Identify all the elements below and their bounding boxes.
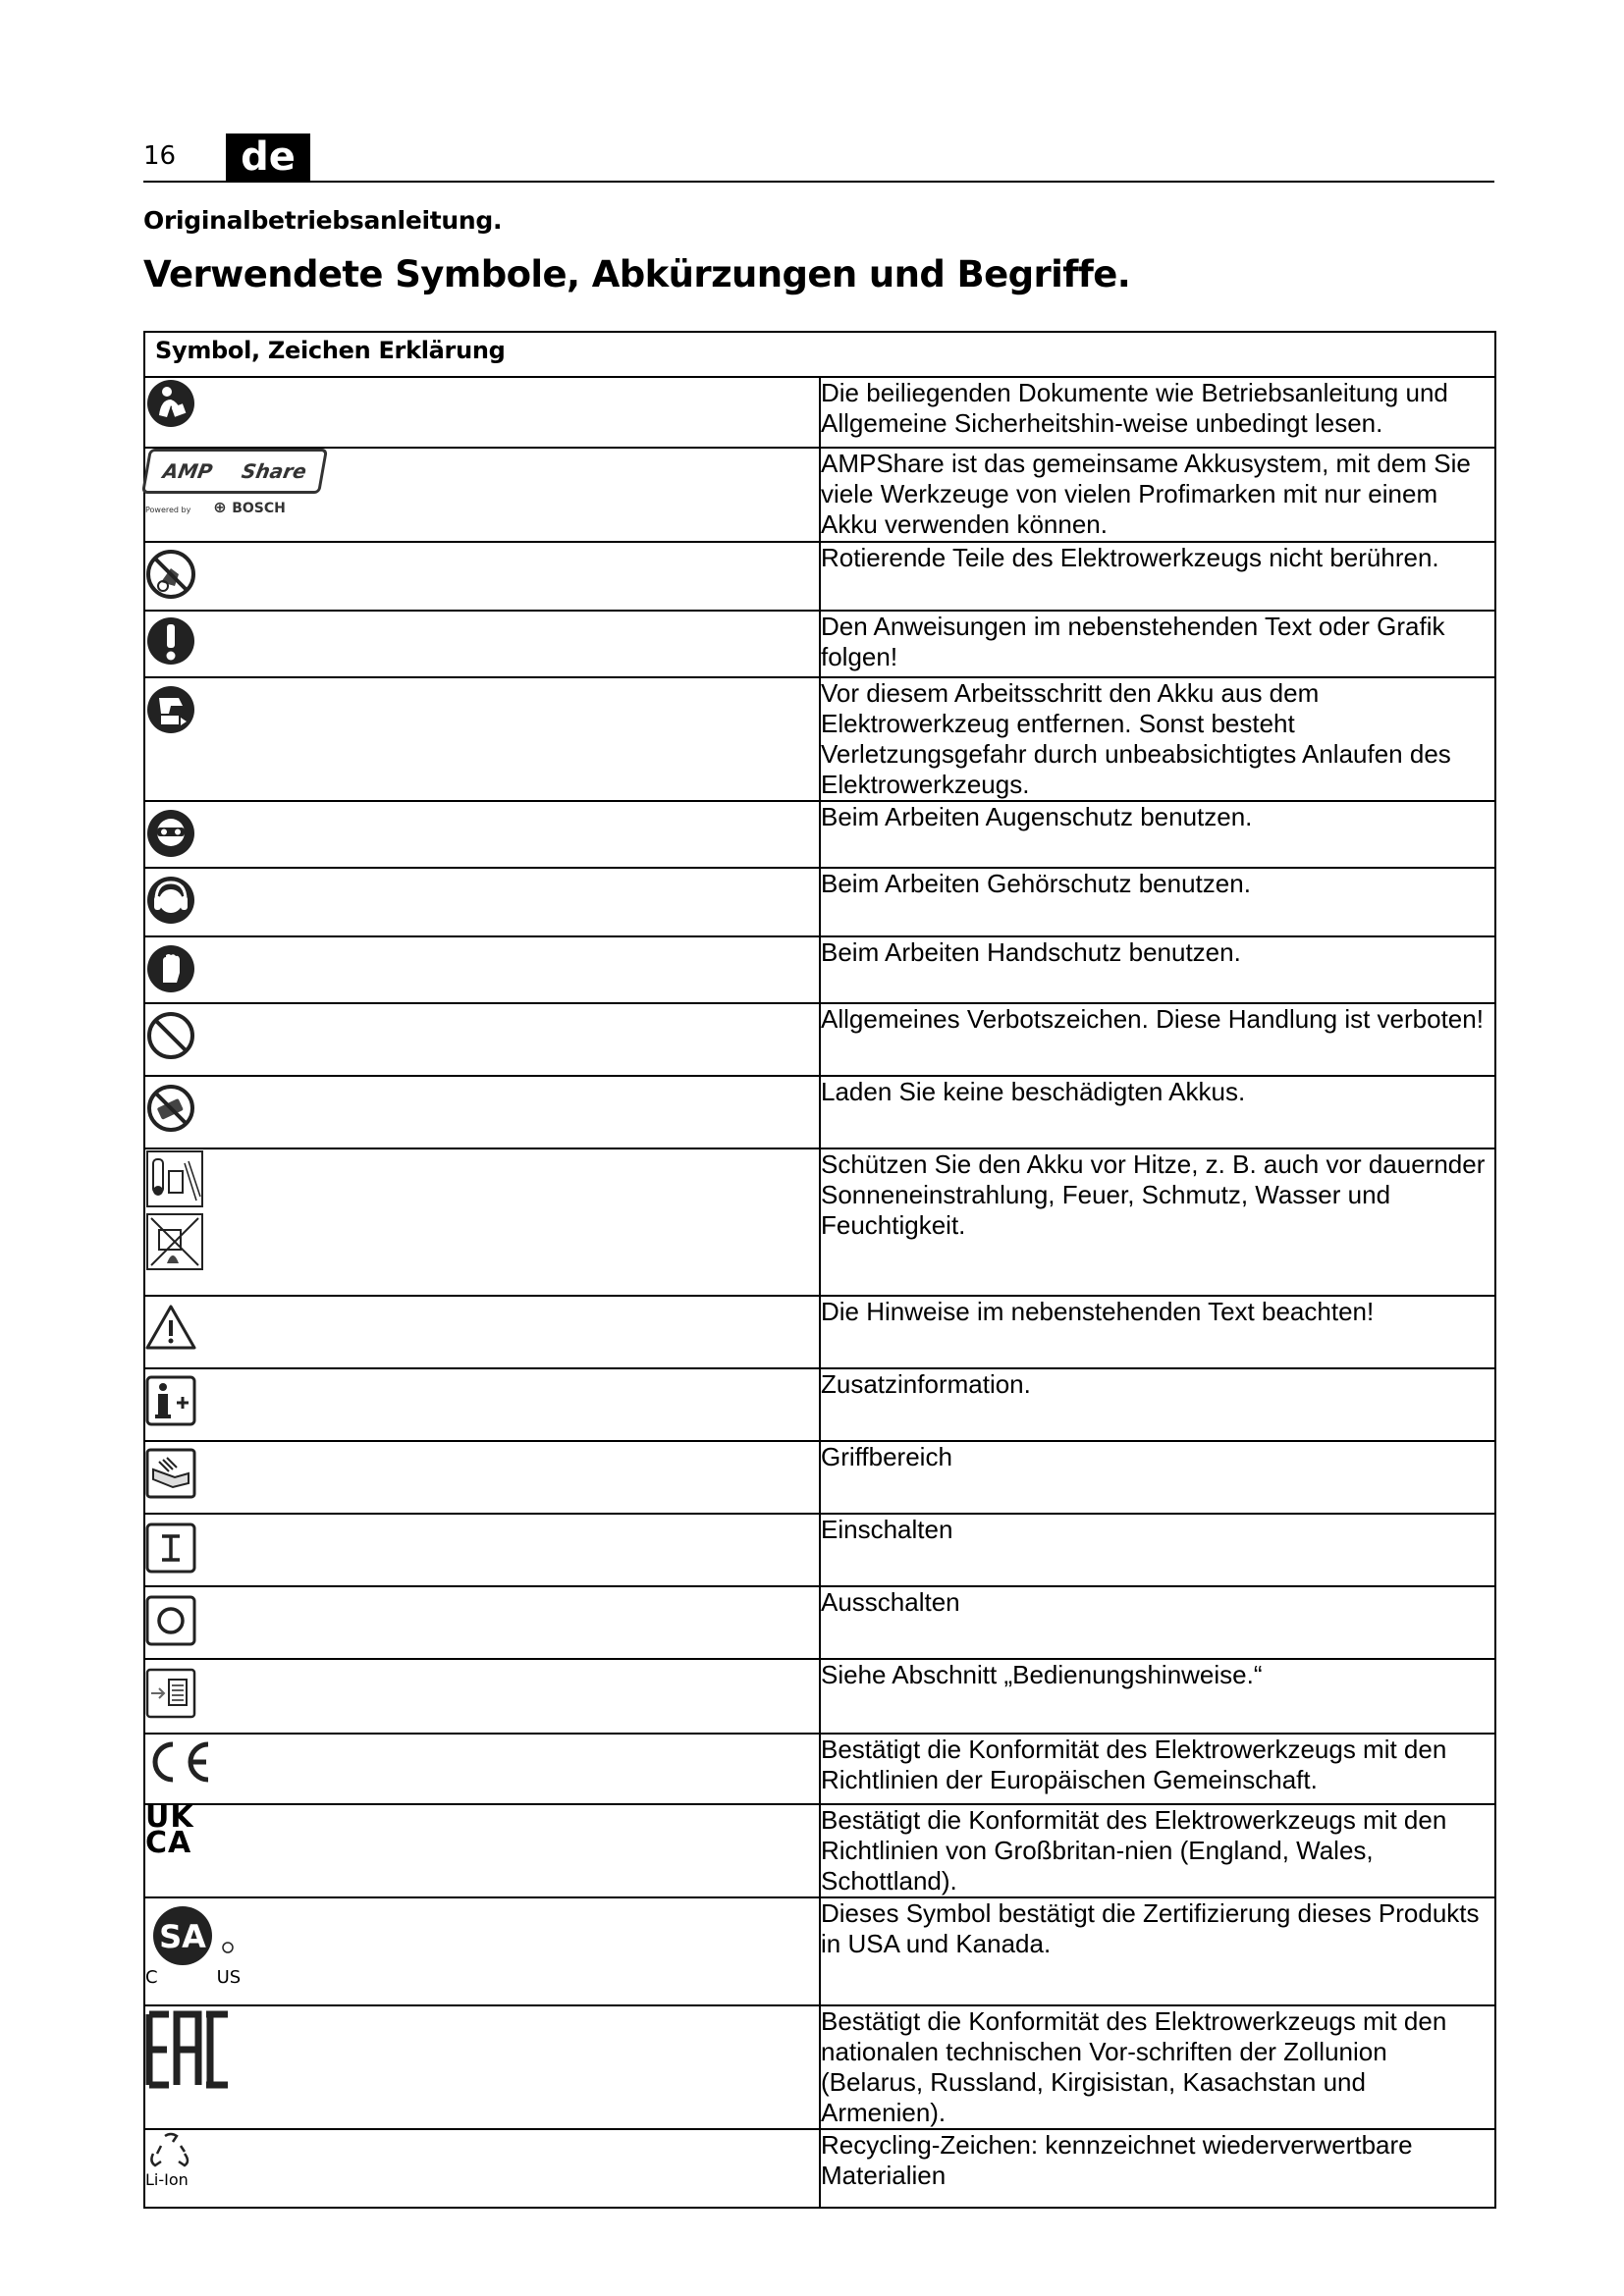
no-damaged-battery-icon — [145, 1083, 196, 1134]
warning-triangle-icon — [145, 1303, 196, 1354]
csa-us-label: US — [216, 1967, 242, 1988]
explanation-cell: Den Anweisungen im nebenstehenden Text oder Grafik folgen! — [820, 611, 1495, 677]
symbol-cell — [144, 801, 820, 868]
ukca-line2: CA — [145, 1826, 192, 1860]
symbol-cell — [144, 1368, 820, 1441]
powered-by-bosch: Powered by ⊕ BOSCH — [145, 498, 286, 516]
info-plus-icon — [145, 1375, 196, 1426]
table-row — [144, 868, 1495, 936]
symbol-cell — [144, 1441, 820, 1514]
symbol-cell — [144, 611, 820, 677]
symbol-cell — [144, 2129, 820, 2208]
hand-protection-icon — [145, 943, 196, 994]
symbol-cell — [144, 1800, 820, 1897]
symbol-cell — [144, 377, 820, 448]
table-row — [144, 377, 1495, 448]
explanation-cell: Die beiliegenden Dokumente wie Betriebsanleitung und Allgemeine Sicherheitshin-weise unbedingt lesen. — [820, 377, 1495, 448]
symbols-table — [143, 331, 1496, 2209]
csa-mark-icon — [145, 1898, 819, 1988]
explanation-cell: Beim Arbeiten Augenschutz benutzen. — [820, 801, 1495, 868]
table-row — [144, 2005, 1495, 2129]
document-title: Verwendete Symbole, Abkürzungen und Begriffe. — [143, 253, 1131, 295]
header-rule — [143, 181, 1494, 183]
symbol-cell — [144, 1076, 820, 1148]
explanation-cell: Vor diesem Arbeitsschritt den Akku aus dem Elektrowerkzeug entfernen. Sonst besteht Verletzungsgefahr durch unbeabsichtigtes Anlaufen des Elektrowerkzeugs. — [820, 677, 1495, 801]
symbol-cell — [144, 868, 820, 936]
document-subtitle: Originalbetriebsanleitung. — [143, 206, 503, 235]
table-header: Symbol, Zeichen Erklärung — [144, 332, 1495, 377]
explanation-cell: Beim Arbeiten Handschutz benutzen. — [820, 936, 1495, 1003]
li-ion-label: Li-Ion — [145, 2170, 189, 2189]
table-row — [144, 1897, 1495, 2005]
table-row — [144, 1148, 1495, 1296]
table-row — [144, 542, 1495, 611]
read-manual-icon — [145, 378, 196, 429]
symbol-cell — [144, 1003, 820, 1076]
table-row — [144, 1076, 1495, 1148]
symbol-cell — [144, 448, 820, 542]
see-section-icon — [145, 1668, 196, 1719]
explanation-cell: AMPShare ist das gemeinsame Akkusystem, mit dem Sie viele Werkzeuge von vielen Profimarken mit nur einem Akku verwenden können. — [820, 448, 1495, 542]
table-row — [144, 1804, 1495, 1897]
explanation-cell: Die Hinweise im nebenstehenden Text beachten! — [820, 1296, 1495, 1368]
explanation-cell: Bestätigt die Konformität des Elektrowerkzeugs mit den Richtlinien von Großbritan-nien (England, Wales, Schottland). — [820, 1804, 1495, 1897]
symbol-cell — [144, 1586, 820, 1659]
symbol-cell — [144, 677, 820, 801]
explanation-cell: Beim Arbeiten Gehörschutz benutzen. — [820, 868, 1495, 936]
eye-protection-icon — [145, 808, 196, 859]
symbol-cell — [144, 936, 820, 1003]
no-touch-rotating-icon — [145, 549, 196, 600]
symbol-cell — [144, 1296, 820, 1368]
ear-protection-icon — [145, 875, 196, 926]
ukca-line1: UK — [145, 1800, 194, 1835]
recycling-arrows — [145, 2130, 196, 2171]
explanation-cell: Recycling-Zeichen: kennzeichnet wiederverwertbare Materialien — [820, 2129, 1495, 2208]
remove-battery-icon — [145, 684, 196, 735]
logo-amp-text: AMP — [160, 459, 215, 483]
explanation-cell: Schützen Sie den Akku vor Hitze, z. B. auch vor dauernder Sonneneinstrahlung, Feuer, Schmutz, Wasser und Feuchtigkeit. — [820, 1148, 1495, 1296]
exclamation-icon — [145, 615, 196, 667]
power-on-icon — [145, 1522, 196, 1574]
grip-area-icon — [145, 1448, 196, 1499]
explanation-cell: Dieses Symbol bestätigt die Zertifizierung dieses Produkts in USA und Kanada. — [820, 1897, 1495, 2005]
table-row — [144, 1734, 1495, 1804]
table-row — [144, 1586, 1495, 1659]
table-header-row — [144, 332, 1495, 377]
explanation-cell: Einschalten — [820, 1514, 1495, 1586]
explanation-cell: Zusatzinformation. — [820, 1368, 1495, 1441]
page-number: 16 — [143, 141, 177, 171]
table-row — [144, 448, 1495, 542]
table-row — [144, 1003, 1495, 1076]
ukca-mark-icon — [145, 1800, 819, 1860]
battery-heat-water-icon — [145, 1149, 204, 1271]
table-row — [144, 1514, 1495, 1586]
explanation-cell: Allgemeines Verbotszeichen. Diese Handlung ist verboten! — [820, 1003, 1495, 1076]
eac-mark-icon — [145, 2010, 240, 2089]
symbol-cell — [144, 1659, 820, 1734]
ampshare-logo-icon — [145, 449, 819, 516]
prohibition-icon — [145, 1010, 196, 1061]
ce-mark-icon — [145, 1736, 214, 1788]
explanation-cell: Ausschalten — [820, 1586, 1495, 1659]
explanation-cell: Laden Sie keine beschädigten Akkus. — [820, 1076, 1495, 1148]
table-row — [144, 2129, 1495, 2208]
table-row — [144, 1441, 1495, 1514]
power-off-icon — [145, 1595, 196, 1646]
table-row — [144, 611, 1495, 677]
svg-text:SA: SA — [159, 1918, 206, 1955]
powered-by-text: Powered by — [145, 506, 191, 514]
csa-c-label: C — [145, 1967, 158, 1988]
bosch-text: BOSCH — [232, 501, 286, 516]
symbol-cell — [144, 1514, 820, 1586]
symbol-cell — [144, 1148, 820, 1296]
symbol-cell — [144, 1897, 820, 2005]
ampshare-logo — [141, 449, 328, 494]
table-row — [144, 1368, 1495, 1441]
table-row — [144, 677, 1495, 801]
symbol-cell — [144, 2005, 820, 2129]
table-row — [144, 1296, 1495, 1368]
language-badge: de — [226, 133, 310, 181]
explanation-cell: Griffbereich — [820, 1441, 1495, 1514]
explanation-cell: Bestätigt die Konformität des Elektrowerkzeugs mit den Richtlinien der Europäischen Gemeinschaft. — [820, 1734, 1495, 1804]
csa-logo — [145, 1898, 253, 1973]
symbol-cell — [144, 542, 820, 611]
table-row — [144, 801, 1495, 868]
csa-country-labels — [145, 1967, 819, 1988]
explanation-cell: Siehe Abschnitt „Bedienungshinweise.“ — [820, 1659, 1495, 1734]
table-row — [144, 936, 1495, 1003]
symbol-cell — [144, 1734, 820, 1804]
logo-share-text: Share — [240, 459, 309, 483]
explanation-cell: Bestätigt die Konformität des Elektrowerkzeugs mit den nationalen technischen Vor-schriften der Zollunion (Belarus, Russland, Kirgisistan, Kasachstan und Armenien). — [820, 2005, 1495, 2129]
table-row — [144, 1659, 1495, 1734]
explanation-cell: Rotierende Teile des Elektrowerkzeugs nicht berühren. — [820, 542, 1495, 611]
recycling-icon — [145, 2130, 819, 2189]
